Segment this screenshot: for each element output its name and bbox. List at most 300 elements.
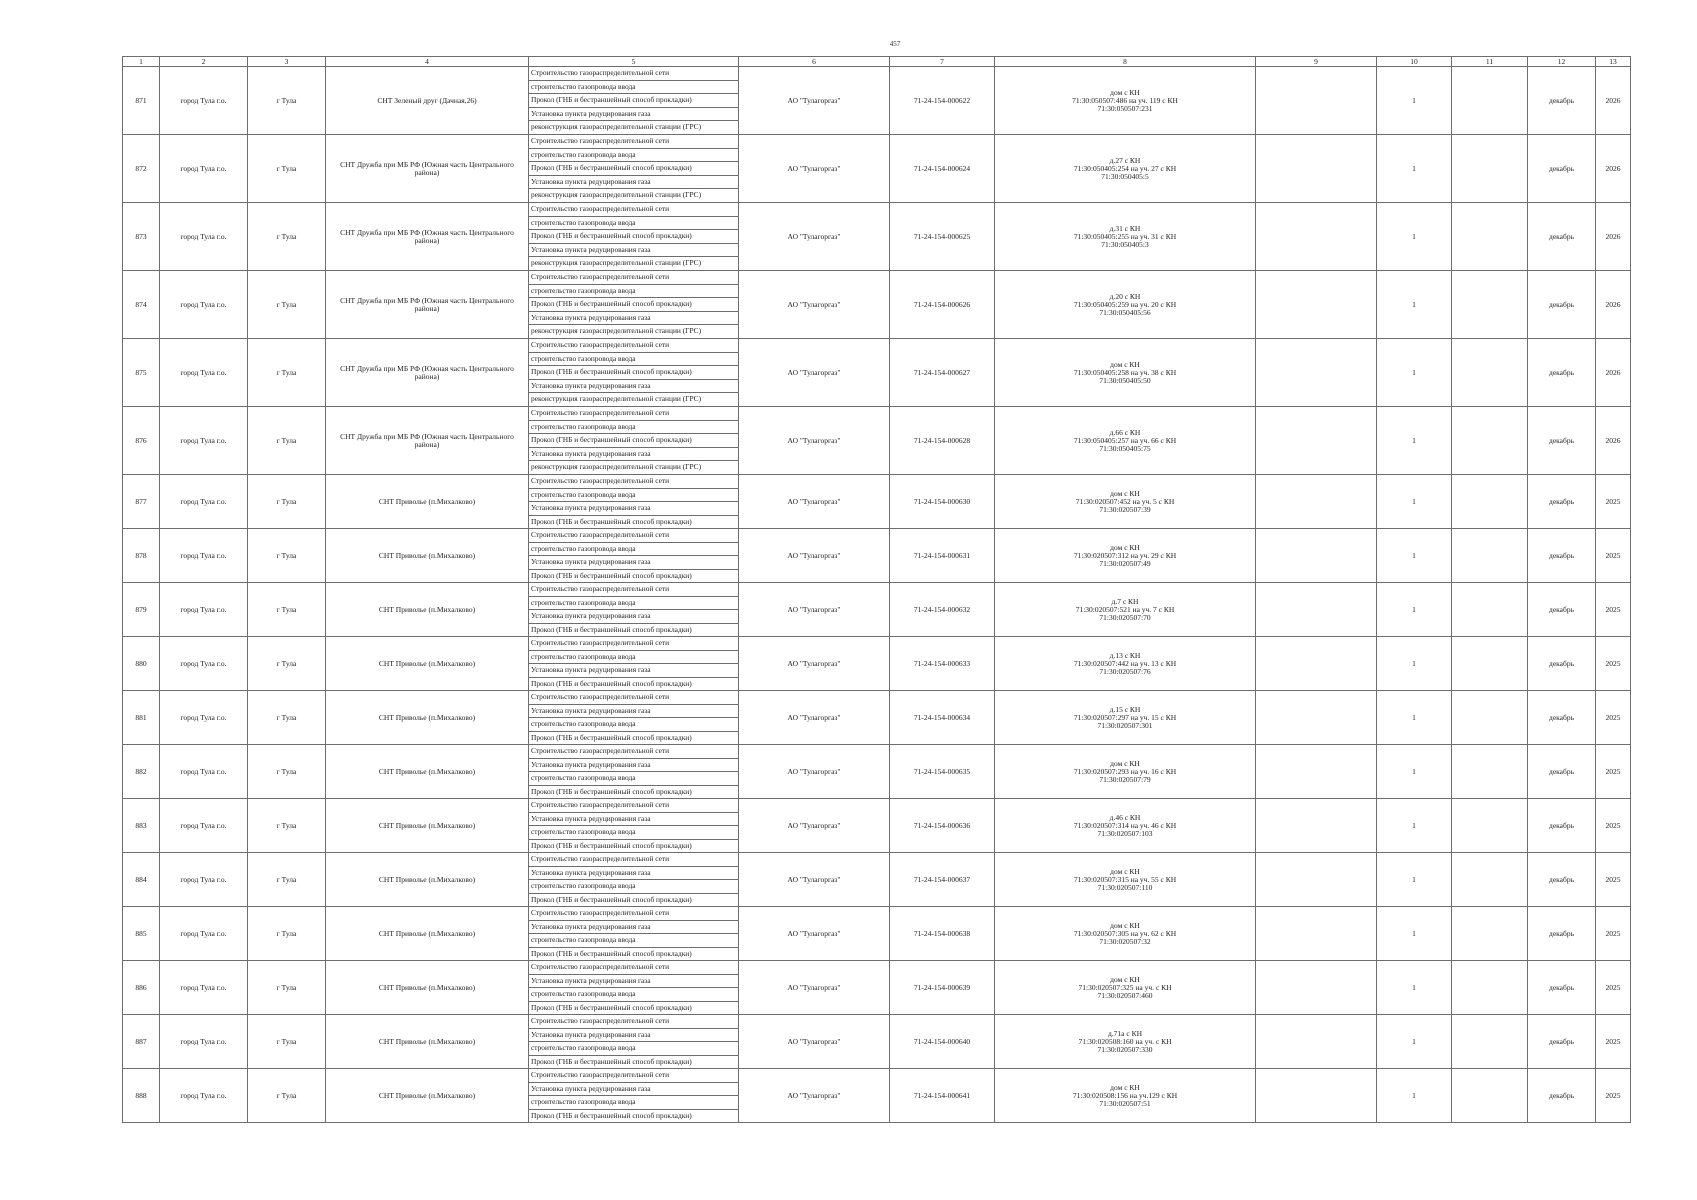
work-item: Строительство газораспределительной сети bbox=[529, 203, 738, 217]
work-item: Установка пункта редуцирования газа bbox=[529, 1083, 738, 1097]
column-11-cell bbox=[1452, 135, 1528, 203]
table-row bbox=[123, 1015, 1631, 1069]
organization-cell: АО "Тулагоргаз" bbox=[739, 67, 890, 135]
work-item: Строительство газораспределительной сети bbox=[529, 475, 738, 489]
locality-cell: г Тула bbox=[248, 339, 326, 407]
row-number-cell: 880 bbox=[123, 637, 160, 691]
column-10-cell: 1 bbox=[1377, 961, 1452, 1015]
address-cell: дом с КН 71:30:020507:315 на уч. 55 с КН 71:30:020507:110 bbox=[995, 853, 1256, 907]
month-cell: декабрь bbox=[1528, 1015, 1596, 1069]
table-row bbox=[123, 475, 1631, 529]
address-cell: дом с КН 71:30:050405:258 на уч. 38 с КН 71:30:050405:50 bbox=[995, 339, 1256, 407]
locality-cell: г Тула bbox=[248, 1069, 326, 1123]
row-number-cell: 876 bbox=[123, 407, 160, 475]
year-cell: 2026 bbox=[1596, 203, 1631, 271]
month-cell: декабрь bbox=[1528, 691, 1596, 745]
column-9-cell bbox=[1256, 67, 1377, 135]
organization-cell: АО "Тулагоргаз" bbox=[739, 691, 890, 745]
year-cell: 2026 bbox=[1596, 135, 1631, 203]
work-item: строительство газопровода ввода bbox=[529, 597, 738, 611]
column-10-cell: 1 bbox=[1377, 583, 1452, 637]
work-item: Прокол (ГНБ и бестраншейный способ прокладки) bbox=[529, 94, 738, 108]
work-item: Прокол (ГНБ и бестраншейный способ прокладки) bbox=[531, 732, 692, 742]
application-code-cell: 71-24-154-000625 bbox=[890, 203, 995, 271]
column-9-cell bbox=[1256, 271, 1377, 339]
object-name-cell: СНТ Дружба при МБ РФ (Южная часть Центрального района) bbox=[326, 203, 529, 271]
municipality-cell: город Тула г.о. bbox=[160, 637, 248, 691]
work-item: Установка пункта редуцирования газа bbox=[529, 176, 738, 190]
work-item: реконструкция газораспределительной станции (ГРС) bbox=[531, 190, 702, 199]
month-cell: декабрь bbox=[1528, 853, 1596, 907]
row-number-cell: 885 bbox=[123, 907, 160, 961]
address-cell: д.31 с КН 71:30:050405:255 на уч. 31 с КН 71:30:050405:3 bbox=[995, 203, 1256, 271]
year-cell: 2026 bbox=[1596, 407, 1631, 475]
work-item: реконструкция газораспределительной станции (ГРС) bbox=[531, 122, 702, 131]
application-code-cell: 71-24-154-000630 bbox=[890, 475, 995, 529]
work-item: Установка пункта редуцирования газа bbox=[529, 108, 738, 122]
locality-cell: г Тула bbox=[248, 745, 326, 799]
locality-cell: г Тула bbox=[248, 407, 326, 475]
municipality-cell: город Тула г.о. bbox=[160, 67, 248, 135]
year-cell: 2025 bbox=[1596, 1069, 1631, 1123]
organization-cell: АО "Тулагоргаз" bbox=[739, 339, 890, 407]
month-cell: декабрь bbox=[1528, 529, 1596, 583]
address-cell: дом с КН 71:30:050507:486 на уч. 119 с КН 71:30:050507:231 bbox=[995, 67, 1256, 135]
work-item: Установка пункта редуцирования газа bbox=[529, 921, 738, 935]
object-name-cell: СНТ Дружба при МБ РФ (Южная часть Центрального района) bbox=[326, 339, 529, 407]
column-11-cell bbox=[1452, 339, 1528, 407]
table-row bbox=[123, 961, 1631, 1015]
locality-cell: г Тула bbox=[248, 529, 326, 583]
column-header: 1 bbox=[123, 57, 160, 67]
application-code-cell: 71-24-154-000633 bbox=[890, 637, 995, 691]
column-9-cell bbox=[1256, 799, 1377, 853]
column-9-cell bbox=[1256, 135, 1377, 203]
municipality-cell: город Тула г.о. bbox=[160, 1015, 248, 1069]
works-cell bbox=[529, 799, 739, 853]
table-row bbox=[123, 799, 1631, 853]
work-item: строительство газопровода ввода bbox=[529, 772, 738, 786]
month-cell: декабрь bbox=[1528, 135, 1596, 203]
object-name-cell: СНТ Приволье (п.Михалково) bbox=[326, 961, 529, 1015]
locality-cell: г Тула bbox=[248, 637, 326, 691]
month-cell: декабрь bbox=[1528, 203, 1596, 271]
municipality-cell: город Тула г.о. bbox=[160, 271, 248, 339]
work-item: Прокол (ГНБ и бестраншейный способ прокладки) bbox=[531, 570, 692, 580]
work-item: Прокол (ГНБ и бестраншейный способ прокладки) bbox=[531, 786, 692, 796]
work-item: Установка пункта редуцирования газа bbox=[529, 448, 738, 462]
table-row bbox=[123, 407, 1631, 475]
locality-cell: г Тула bbox=[248, 799, 326, 853]
year-cell: 2025 bbox=[1596, 1015, 1631, 1069]
row-number-cell: 888 bbox=[123, 1069, 160, 1123]
column-10-cell: 1 bbox=[1377, 691, 1452, 745]
year-cell: 2026 bbox=[1596, 67, 1631, 135]
month-cell: декабрь bbox=[1528, 271, 1596, 339]
year-cell: 2025 bbox=[1596, 961, 1631, 1015]
column-9-cell bbox=[1256, 745, 1377, 799]
application-code-cell: 71-24-154-000634 bbox=[890, 691, 995, 745]
work-item: строительство газопровода ввода bbox=[529, 1096, 738, 1110]
work-item: Прокол (ГНБ и бестраншейный способ прокладки) bbox=[531, 624, 692, 634]
column-11-cell bbox=[1452, 529, 1528, 583]
work-item: Строительство газораспределительной сети bbox=[529, 637, 738, 651]
column-10-cell: 1 bbox=[1377, 407, 1452, 475]
work-item: строительство газопровода ввода bbox=[529, 826, 738, 840]
works-cell bbox=[529, 853, 739, 907]
work-item: строительство газопровода ввода bbox=[529, 217, 738, 231]
column-11-cell bbox=[1452, 961, 1528, 1015]
column-11-cell bbox=[1452, 407, 1528, 475]
column-9-cell bbox=[1256, 407, 1377, 475]
work-item: Строительство газораспределительной сети bbox=[529, 691, 738, 705]
month-cell: декабрь bbox=[1528, 907, 1596, 961]
work-item: строительство газопровода ввода bbox=[529, 353, 738, 367]
column-10-cell: 1 bbox=[1377, 339, 1452, 407]
month-cell: декабрь bbox=[1528, 637, 1596, 691]
column-9-cell bbox=[1256, 583, 1377, 637]
work-item: Прокол (ГНБ и бестраншейный способ прокладки) bbox=[531, 1056, 692, 1066]
municipality-cell: город Тула г.о. bbox=[160, 907, 248, 961]
object-name-cell: СНТ Дружба при МБ РФ (Южная часть Центрального района) bbox=[326, 135, 529, 203]
row-number-cell: 872 bbox=[123, 135, 160, 203]
address-cell: д.15 с КН 71:30:020507:297 на уч. 15 с КН 71:30:020507:301 bbox=[995, 691, 1256, 745]
organization-cell: АО "Тулагоргаз" bbox=[739, 1069, 890, 1123]
table-row bbox=[123, 1069, 1631, 1123]
work-item: строительство газопровода ввода bbox=[529, 934, 738, 948]
municipality-cell: город Тула г.о. bbox=[160, 1069, 248, 1123]
month-cell: декабрь bbox=[1528, 339, 1596, 407]
column-9-cell bbox=[1256, 1069, 1377, 1123]
work-item: реконструкция газораспределительной станции (ГРС) bbox=[531, 462, 702, 471]
application-code-cell: 71-24-154-000636 bbox=[890, 799, 995, 853]
column-11-cell bbox=[1452, 799, 1528, 853]
column-9-cell bbox=[1256, 637, 1377, 691]
work-item: Прокол (ГНБ и бестраншейный способ прокладки) bbox=[531, 1002, 692, 1012]
application-code-cell: 71-24-154-000638 bbox=[890, 907, 995, 961]
organization-cell: АО "Тулагоргаз" bbox=[739, 853, 890, 907]
row-number-cell: 873 bbox=[123, 203, 160, 271]
address-cell: д.27 с КН 71:30:050405:254 на уч. 27 с КН 71:30:050405:5 bbox=[995, 135, 1256, 203]
organization-cell: АО "Тулагоргаз" bbox=[739, 583, 890, 637]
column-header: 12 bbox=[1528, 57, 1596, 67]
application-code-cell: 71-24-154-000641 bbox=[890, 1069, 995, 1123]
object-name-cell: СНТ Приволье (п.Михалково) bbox=[326, 529, 529, 583]
organization-cell: АО "Тулагоргаз" bbox=[739, 407, 890, 475]
object-name-cell: СНТ Приволье (п.Михалково) bbox=[326, 799, 529, 853]
year-cell: 2025 bbox=[1596, 799, 1631, 853]
work-item: Строительство газораспределительной сети bbox=[529, 799, 738, 813]
application-code-cell: 71-24-154-000626 bbox=[890, 271, 995, 339]
work-item: Прокол (ГНБ и бестраншейный способ прокладки) bbox=[531, 516, 692, 526]
row-number-cell: 887 bbox=[123, 1015, 160, 1069]
column-10-cell: 1 bbox=[1377, 475, 1452, 529]
year-cell: 2026 bbox=[1596, 339, 1631, 407]
month-cell: декабрь bbox=[1528, 1069, 1596, 1123]
work-item: Установка пункта редуцирования газа bbox=[529, 244, 738, 258]
column-10-cell: 1 bbox=[1377, 745, 1452, 799]
column-11-cell bbox=[1452, 1015, 1528, 1069]
works-cell bbox=[529, 1069, 739, 1123]
object-name-cell: СНТ Приволье (п.Михалково) bbox=[326, 907, 529, 961]
locality-cell: г Тула bbox=[248, 583, 326, 637]
works-cell bbox=[529, 1015, 739, 1069]
month-cell: декабрь bbox=[1528, 475, 1596, 529]
column-10-cell: 1 bbox=[1377, 799, 1452, 853]
work-item: строительство газопровода ввода bbox=[529, 489, 738, 503]
works-cell bbox=[529, 339, 739, 407]
organization-cell: АО "Тулагоргаз" bbox=[739, 271, 890, 339]
column-9-cell bbox=[1256, 529, 1377, 583]
row-number-cell: 877 bbox=[123, 475, 160, 529]
column-header: 10 bbox=[1377, 57, 1452, 67]
locality-cell: г Тула bbox=[248, 961, 326, 1015]
work-item: Строительство газораспределительной сети bbox=[529, 583, 738, 597]
table-row bbox=[123, 529, 1631, 583]
column-11-cell bbox=[1452, 691, 1528, 745]
column-header: 3 bbox=[248, 57, 326, 67]
year-cell: 2025 bbox=[1596, 745, 1631, 799]
locality-cell: г Тула bbox=[248, 475, 326, 529]
object-name-cell: СНТ Приволье (п.Михалково) bbox=[326, 475, 529, 529]
work-item: Строительство газораспределительной сети bbox=[529, 339, 738, 353]
work-item: Установка пункта редуцирования газа bbox=[529, 705, 738, 719]
address-cell: дом с КН 71:30:020508:156 на уч.129 с КН 71:30:020507:51 bbox=[995, 1069, 1256, 1123]
column-header: 2 bbox=[160, 57, 248, 67]
column-9-cell bbox=[1256, 907, 1377, 961]
work-item: строительство газопровода ввода bbox=[529, 543, 738, 557]
address-cell: дом с КН 71:30:020507:312 на уч. 29 с КН 71:30:020507:49 bbox=[995, 529, 1256, 583]
work-item: Строительство газораспределительной сети bbox=[529, 853, 738, 867]
application-code-cell: 71-24-154-000632 bbox=[890, 583, 995, 637]
table-row bbox=[123, 271, 1631, 339]
object-name-cell: СНТ Зеленый друг (Дачная,26) bbox=[326, 67, 529, 135]
object-name-cell: СНТ Приволье (п.Михалково) bbox=[326, 1069, 529, 1123]
organization-cell: АО "Тулагоргаз" bbox=[739, 1015, 890, 1069]
row-number-cell: 879 bbox=[123, 583, 160, 637]
works-cell bbox=[529, 407, 739, 475]
locality-cell: г Тула bbox=[248, 135, 326, 203]
work-item: Прокол (ГНБ и бестраншейный способ прокладки) bbox=[531, 1110, 692, 1120]
column-header: 6 bbox=[739, 57, 890, 67]
address-cell: дом с КН 71:30:020507:452 на уч. 5 с КН 71:30:020507:39 bbox=[995, 475, 1256, 529]
address-cell: д.46 с КН 71:30:020507:314 на уч. 46 с КН 71:30:020507:103 bbox=[995, 799, 1256, 853]
address-cell: д.71а с КН 71:30:020508:160 на уч. с КН 71:30:020507:330 bbox=[995, 1015, 1256, 1069]
year-cell: 2025 bbox=[1596, 691, 1631, 745]
work-item: реконструкция газораспределительной станции (ГРС) bbox=[531, 394, 702, 403]
work-item: Прокол (ГНБ и бестраншейный способ прокладки) bbox=[529, 366, 738, 380]
object-name-cell: СНТ Приволье (п.Михалково) bbox=[326, 637, 529, 691]
column-10-cell: 1 bbox=[1377, 67, 1452, 135]
organization-cell: АО "Тулагоргаз" bbox=[739, 637, 890, 691]
row-number-cell: 875 bbox=[123, 339, 160, 407]
address-cell: дом с КН 71:30:020507:325 на уч. с КН 71:30:020507:460 bbox=[995, 961, 1256, 1015]
column-11-cell bbox=[1452, 67, 1528, 135]
column-11-cell bbox=[1452, 907, 1528, 961]
object-name-cell: СНТ Приволье (п.Михалково) bbox=[326, 853, 529, 907]
year-cell: 2025 bbox=[1596, 637, 1631, 691]
column-10-cell: 1 bbox=[1377, 1015, 1452, 1069]
work-item: строительство газопровода ввода bbox=[529, 81, 738, 95]
table-row bbox=[123, 135, 1631, 203]
works-cell bbox=[529, 67, 739, 135]
works-cell bbox=[529, 475, 739, 529]
work-item: строительство газопровода ввода bbox=[529, 421, 738, 435]
row-number-cell: 883 bbox=[123, 799, 160, 853]
municipality-cell: город Тула г.о. bbox=[160, 407, 248, 475]
year-cell: 2025 bbox=[1596, 853, 1631, 907]
work-item: Строительство газораспределительной сети bbox=[529, 961, 738, 975]
address-cell: дом с КН 71:30:020507:293 на уч. 16 с КН 71:30:020507:79 bbox=[995, 745, 1256, 799]
column-11-cell bbox=[1452, 271, 1528, 339]
column-9-cell bbox=[1256, 1015, 1377, 1069]
table-row bbox=[123, 203, 1631, 271]
column-10-cell: 1 bbox=[1377, 637, 1452, 691]
object-name-cell: СНТ Приволье (п.Михалково) bbox=[326, 1015, 529, 1069]
column-11-cell bbox=[1452, 475, 1528, 529]
table-row bbox=[123, 67, 1631, 135]
table-row bbox=[123, 637, 1631, 691]
works-cell bbox=[529, 271, 739, 339]
month-cell: декабрь bbox=[1528, 67, 1596, 135]
work-item: реконструкция газораспределительной станции (ГРС) bbox=[531, 258, 702, 267]
work-item: Установка пункта редуцирования газа bbox=[529, 556, 738, 570]
column-10-cell: 1 bbox=[1377, 271, 1452, 339]
column-9-cell bbox=[1256, 853, 1377, 907]
works-cell bbox=[529, 135, 739, 203]
column-10-cell: 1 bbox=[1377, 1069, 1452, 1123]
works-cell bbox=[529, 745, 739, 799]
column-11-cell bbox=[1452, 1069, 1528, 1123]
work-item: Строительство газораспределительной сети bbox=[529, 1015, 738, 1029]
work-item: Установка пункта редуцирования газа bbox=[529, 975, 738, 989]
work-item: строительство газопровода ввода bbox=[529, 651, 738, 665]
work-item: строительство газопровода ввода bbox=[529, 988, 738, 1002]
work-item: Установка пункта редуцирования газа bbox=[529, 610, 738, 624]
table-body bbox=[123, 57, 1631, 1123]
organization-cell: АО "Тулагоргаз" bbox=[739, 961, 890, 1015]
work-item: Прокол (ГНБ и бестраншейный способ прокладки) bbox=[531, 894, 692, 904]
column-10-cell: 1 bbox=[1377, 135, 1452, 203]
work-item: Установка пункта редуцирования газа bbox=[529, 664, 738, 678]
column-11-cell bbox=[1452, 203, 1528, 271]
column-9-cell bbox=[1256, 475, 1377, 529]
column-header: 8 bbox=[995, 57, 1256, 67]
work-item: Строительство газораспределительной сети bbox=[529, 529, 738, 543]
year-cell: 2025 bbox=[1596, 583, 1631, 637]
locality-cell: г Тула bbox=[248, 1015, 326, 1069]
row-number-cell: 874 bbox=[123, 271, 160, 339]
object-name-cell: СНТ Дружба при МБ РФ (Южная часть Центрального района) bbox=[326, 271, 529, 339]
work-item: реконструкция газораспределительной станции (ГРС) bbox=[531, 326, 702, 335]
work-item: строительство газопровода ввода bbox=[529, 1042, 738, 1056]
table-row bbox=[123, 907, 1631, 961]
table-row bbox=[123, 691, 1631, 745]
work-item: Строительство газораспределительной сети bbox=[529, 1069, 738, 1083]
work-item: Строительство газораспределительной сети bbox=[529, 271, 738, 285]
year-cell: 2025 bbox=[1596, 475, 1631, 529]
organization-cell: АО "Тулагоргаз" bbox=[739, 907, 890, 961]
column-header: 13 bbox=[1596, 57, 1631, 67]
column-header: 11 bbox=[1452, 57, 1528, 67]
row-number-cell: 881 bbox=[123, 691, 160, 745]
application-code-cell: 71-24-154-000637 bbox=[890, 853, 995, 907]
column-11-cell bbox=[1452, 853, 1528, 907]
municipality-cell: город Тула г.о. bbox=[160, 529, 248, 583]
column-number-row bbox=[123, 57, 1631, 67]
month-cell: декабрь bbox=[1528, 961, 1596, 1015]
month-cell: декабрь bbox=[1528, 583, 1596, 637]
work-item: строительство газопровода ввода bbox=[529, 718, 738, 732]
works-cell bbox=[529, 529, 739, 583]
work-item: Прокол (ГНБ и бестраншейный способ прокладки) bbox=[529, 434, 738, 448]
work-item: Установка пункта редуцирования газа bbox=[529, 867, 738, 881]
row-number-cell: 882 bbox=[123, 745, 160, 799]
works-cell bbox=[529, 203, 739, 271]
application-code-cell: 71-24-154-000635 bbox=[890, 745, 995, 799]
address-cell: д.66 с КН 71:30:050405:257 на уч. 66 с КН 71:30:050405:75 bbox=[995, 407, 1256, 475]
row-number-cell: 886 bbox=[123, 961, 160, 1015]
work-item: Строительство газораспределительной сети bbox=[529, 745, 738, 759]
locality-cell: г Тула bbox=[248, 907, 326, 961]
application-code-cell: 71-24-154-000631 bbox=[890, 529, 995, 583]
object-name-cell: СНТ Приволье (п.Михалково) bbox=[326, 745, 529, 799]
organization-cell: АО "Тулагоргаз" bbox=[739, 203, 890, 271]
work-item: строительство газопровода ввода bbox=[529, 880, 738, 894]
work-item: Прокол (ГНБ и бестраншейный способ прокладки) bbox=[529, 298, 738, 312]
municipality-cell: город Тула г.о. bbox=[160, 339, 248, 407]
month-cell: декабрь bbox=[1528, 745, 1596, 799]
column-11-cell bbox=[1452, 637, 1528, 691]
municipality-cell: город Тула г.о. bbox=[160, 135, 248, 203]
municipality-cell: город Тула г.о. bbox=[160, 203, 248, 271]
table-row bbox=[123, 583, 1631, 637]
object-name-cell: СНТ Приволье (п.Михалково) bbox=[326, 691, 529, 745]
municipality-cell: город Тула г.о. bbox=[160, 583, 248, 637]
locality-cell: г Тула bbox=[248, 853, 326, 907]
table-row bbox=[123, 853, 1631, 907]
column-11-cell bbox=[1452, 583, 1528, 637]
column-header: 9 bbox=[1256, 57, 1377, 67]
work-item: строительство газопровода ввода bbox=[529, 149, 738, 163]
work-item: строительство газопровода ввода bbox=[529, 285, 738, 299]
column-9-cell bbox=[1256, 961, 1377, 1015]
works-cell bbox=[529, 637, 739, 691]
works-cell bbox=[529, 961, 739, 1015]
column-9-cell bbox=[1256, 691, 1377, 745]
address-cell: д.13 с КН 71:30:020507:442 на уч. 13 с КН 71:30:020507:76 bbox=[995, 637, 1256, 691]
application-code-cell: 71-24-154-000639 bbox=[890, 961, 995, 1015]
column-10-cell: 1 bbox=[1377, 529, 1452, 583]
address-cell: дом с КН 71:30:020507:305 на уч. 62 с КН 71:30:020507:32 bbox=[995, 907, 1256, 961]
works-cell bbox=[529, 691, 739, 745]
register-table bbox=[122, 56, 1631, 1123]
work-item: Строительство газораспределительной сети bbox=[529, 407, 738, 421]
work-item: Строительство газораспределительной сети bbox=[529, 67, 738, 81]
work-item: Строительство газораспределительной сети bbox=[529, 135, 738, 149]
work-item: Установка пункта редуцирования газа bbox=[529, 759, 738, 773]
table-row bbox=[123, 339, 1631, 407]
year-cell: 2026 bbox=[1596, 271, 1631, 339]
organization-cell: АО "Тулагоргаз" bbox=[739, 529, 890, 583]
locality-cell: г Тула bbox=[248, 203, 326, 271]
application-code-cell: 71-24-154-000628 bbox=[890, 407, 995, 475]
organization-cell: АО "Тулагоргаз" bbox=[739, 799, 890, 853]
work-item: Установка пункта редуцирования газа bbox=[529, 312, 738, 326]
application-code-cell: 71-24-154-000622 bbox=[890, 67, 995, 135]
work-item: Прокол (ГНБ и бестраншейный способ прокладки) bbox=[531, 948, 692, 958]
column-9-cell bbox=[1256, 339, 1377, 407]
